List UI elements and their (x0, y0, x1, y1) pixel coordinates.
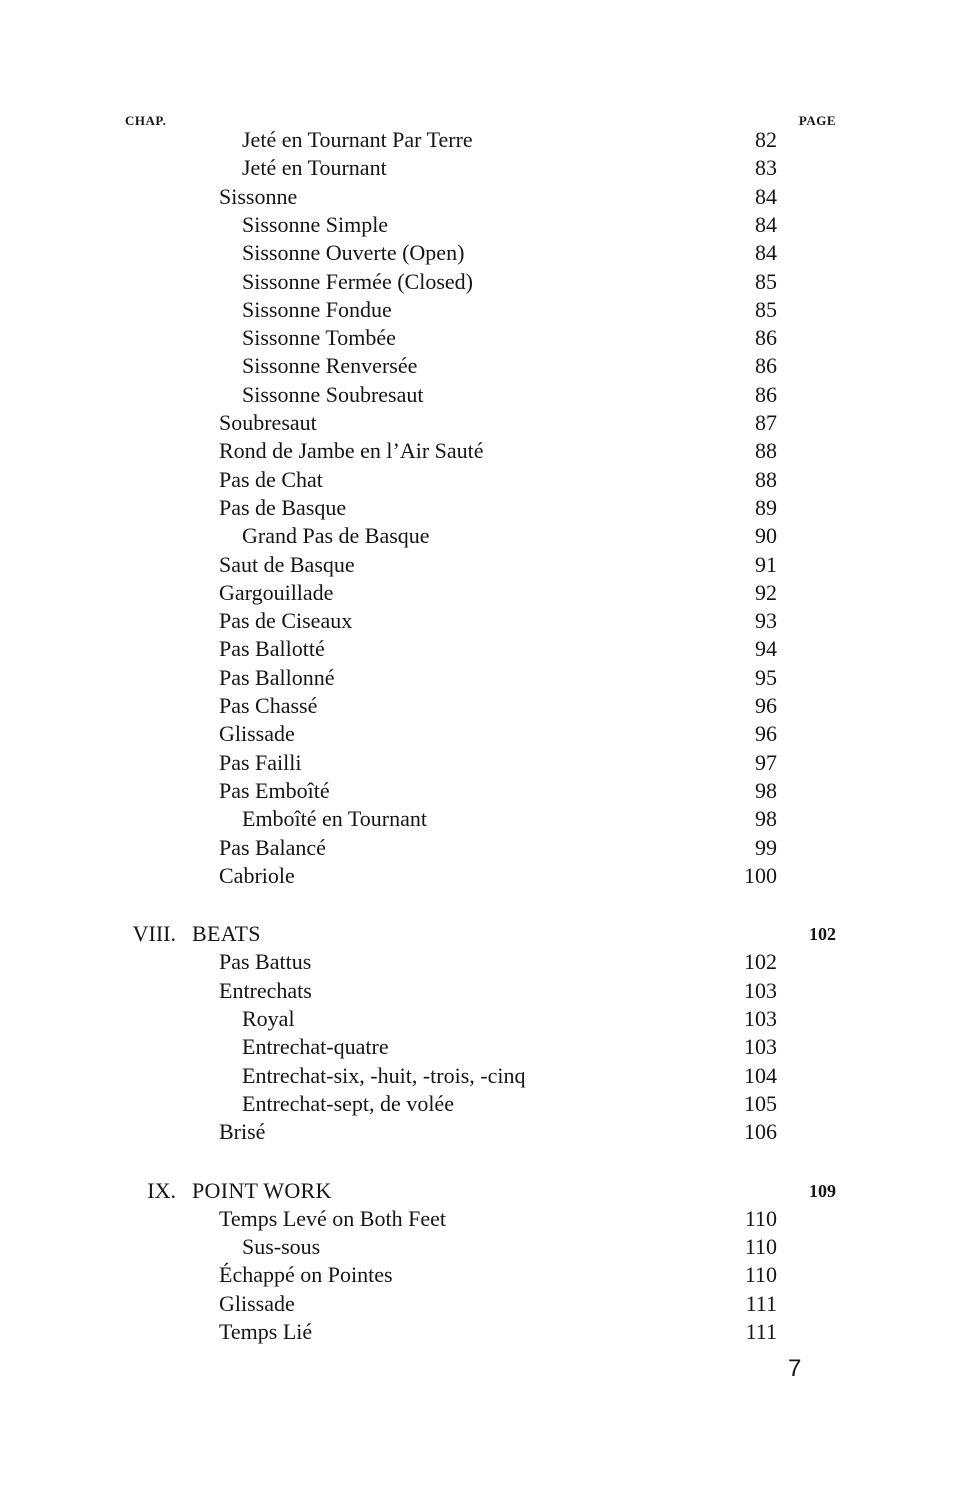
toc-entry-page: 88 (755, 466, 777, 492)
toc-entry-page: 84 (755, 211, 777, 237)
toc-entry (0, 579, 980, 607)
toc-entry (0, 324, 980, 352)
toc-entry-page: 92 (755, 579, 777, 605)
toc-entry-title: Sissonne (219, 183, 298, 209)
toc-entry-page: 90 (755, 523, 777, 549)
toc-entry (0, 1033, 980, 1061)
toc-entry-title: Glissade (219, 721, 295, 747)
toc-entry-title: Sissonne Soubresaut (242, 381, 424, 407)
toc-entry (0, 183, 980, 211)
toc-entry-title: Pas Failli (219, 749, 302, 775)
toc-entry-title: Entrechat-sept, de volée (242, 1090, 454, 1116)
toc-entry (0, 239, 980, 267)
toc-entry-page: 110 (744, 1234, 777, 1260)
toc-entry-title: Jeté en Tournant Par Terre (242, 127, 473, 152)
page-number: 7 (788, 1355, 802, 1382)
toc-entry-title: Saut de Basque (219, 551, 355, 577)
toc-entry (0, 1233, 980, 1261)
toc-entry-title: Pas de Basque (219, 494, 347, 520)
toc-entry (0, 1118, 980, 1146)
toc-entry (0, 607, 980, 635)
toc-entry (0, 1261, 980, 1289)
toc-entry (0, 296, 980, 324)
toc-entry (0, 1205, 980, 1233)
toc-entry-title: Glissade (219, 1290, 295, 1316)
toc-entry-title: Pas Emboîté (219, 777, 330, 803)
page-column-header: PAGE (798, 113, 836, 128)
chapter-title: BEATS (192, 921, 261, 947)
toc-entry-page: 105 (744, 1090, 777, 1116)
toc-entry-title: Pas Chassé (219, 693, 318, 718)
toc-entry (0, 381, 980, 409)
toc-entry (0, 494, 980, 522)
toc-entry (0, 126, 980, 154)
toc-entry (0, 211, 980, 239)
toc-entry (0, 154, 980, 182)
toc-entry-page: 96 (755, 693, 777, 718)
toc-entry (0, 437, 980, 465)
toc-entry-page: 88 (755, 438, 777, 464)
toc-entry-page: 100 (744, 862, 777, 888)
toc-entry-title: Brisé (219, 1119, 266, 1145)
toc-entry (0, 352, 980, 380)
toc-entry-page: 96 (755, 721, 777, 747)
toc-entry (0, 664, 980, 692)
toc-entry-page: 85 (755, 268, 777, 294)
toc-entry-page: 102 (744, 949, 777, 975)
toc-entry-title: Temps Levé on Both Feet (219, 1205, 446, 1231)
toc-entry (0, 1062, 980, 1090)
toc-entry-title: Pas de Chat (219, 466, 323, 492)
toc-entry-page: 103 (744, 977, 777, 1003)
toc-entry-title: Sissonne Renversée (242, 353, 418, 379)
toc-entry-title: Grand Pas de Basque (242, 523, 430, 549)
toc-entry-title: Échappé on Pointes (219, 1262, 393, 1288)
toc-entry-title: Pas Ballonné (219, 664, 335, 690)
toc-entry-title: Sissonne Ouverte (Open) (242, 240, 465, 266)
toc-entry (0, 834, 980, 862)
toc-entry (0, 268, 980, 296)
toc-entry-title: Pas de Ciseaux (219, 608, 353, 634)
toc-entry-title: Sissonne Fondue (242, 296, 392, 322)
toc-entry (0, 1005, 980, 1033)
toc-entry (0, 948, 980, 976)
toc-entry-title: Entrechat-six, -huit, -trois, -cinq (242, 1062, 526, 1088)
toc-entry-title: Pas Ballotté (219, 636, 325, 662)
toc-entry-title: Sissonne Tombée (242, 325, 396, 351)
toc-entry-title: Gargouillade (219, 579, 334, 605)
toc-entry (0, 466, 980, 494)
toc-entry-title: Royal (242, 1006, 295, 1031)
toc-entry (0, 409, 980, 437)
toc-entry-page: 86 (755, 381, 777, 407)
toc-entry-page: 94 (755, 636, 777, 662)
toc-entry-title: Emboîté en Tournant (242, 806, 428, 832)
chapter-page: 109 (809, 1180, 836, 1201)
toc-entry (0, 1290, 980, 1318)
toc-entry-page: 82 (755, 127, 777, 152)
toc-entry-page: 111 (745, 1290, 777, 1316)
chapter-number: IX. (147, 1177, 176, 1203)
chapter-page: 102 (809, 924, 836, 945)
toc-entry-title: Cabriole (219, 862, 295, 888)
toc-entry-page: 98 (755, 806, 777, 832)
toc-entry-page: 104 (744, 1062, 777, 1088)
toc-entry (0, 977, 980, 1005)
toc-entry-title: Jeté en Tournant (242, 155, 387, 181)
toc-entry-page: 84 (755, 240, 777, 266)
toc-entry-page: 103 (744, 1006, 777, 1031)
toc-entry-page: 111 (745, 1319, 777, 1344)
toc-entry-page: 91 (755, 551, 777, 577)
toc-entry-title: Entrechat-quatre (242, 1034, 389, 1060)
toc-entry-page: 86 (755, 325, 777, 351)
toc-entry-page: 110 (744, 1262, 777, 1288)
chapter-column-header: CHAP. (125, 113, 167, 128)
toc-entry-page: 87 (755, 410, 777, 435)
toc-entry-title: Temps Lié (219, 1319, 313, 1344)
toc-entry-title: Sus-sous (242, 1234, 321, 1260)
toc-entry-title: Rond de Jambe en l’Air Sauté (219, 438, 484, 464)
toc-entry (0, 862, 980, 890)
chapter-title: POINT WORK (192, 1177, 332, 1203)
toc-entry-title: Entrechats (219, 977, 312, 1003)
toc-entry-title: Sissonne Fermée (Closed) (242, 268, 473, 294)
toc-entry-page: 98 (755, 777, 777, 803)
toc-entry (0, 522, 980, 550)
toc-entry-title: Pas Balancé (219, 834, 326, 860)
toc-entry-page: 97 (755, 749, 777, 775)
toc-entry (0, 1090, 980, 1118)
toc-entry-title: Soubresaut (219, 410, 317, 435)
toc-entry (0, 551, 980, 579)
toc-entry (0, 635, 980, 663)
toc-entry-page: 95 (755, 664, 777, 690)
toc-entry-title: Sissonne Simple (242, 211, 389, 237)
toc-entry-page: 106 (744, 1119, 777, 1145)
toc-entry-page: 110 (744, 1205, 777, 1231)
toc-entry-title: Pas Battus (219, 949, 312, 975)
chapter-heading (0, 920, 980, 948)
toc-entry (0, 692, 980, 720)
toc-entry-page: 93 (755, 608, 777, 634)
chapter-number: VIII. (132, 921, 176, 947)
toc-entry-page: 83 (755, 155, 777, 181)
toc-entry-page: 84 (755, 183, 777, 209)
toc-entry-page: 99 (755, 834, 777, 860)
chapter-heading (0, 1177, 980, 1205)
toc-entry (0, 777, 980, 805)
toc-entry (0, 1318, 980, 1346)
toc-entry (0, 805, 980, 833)
toc-entry-page: 103 (744, 1034, 777, 1060)
toc-entry-page: 86 (755, 353, 777, 379)
toc-entry (0, 749, 980, 777)
toc-entry (0, 720, 980, 748)
toc-entry-page: 89 (755, 494, 777, 520)
toc-entry-page: 85 (755, 296, 777, 322)
